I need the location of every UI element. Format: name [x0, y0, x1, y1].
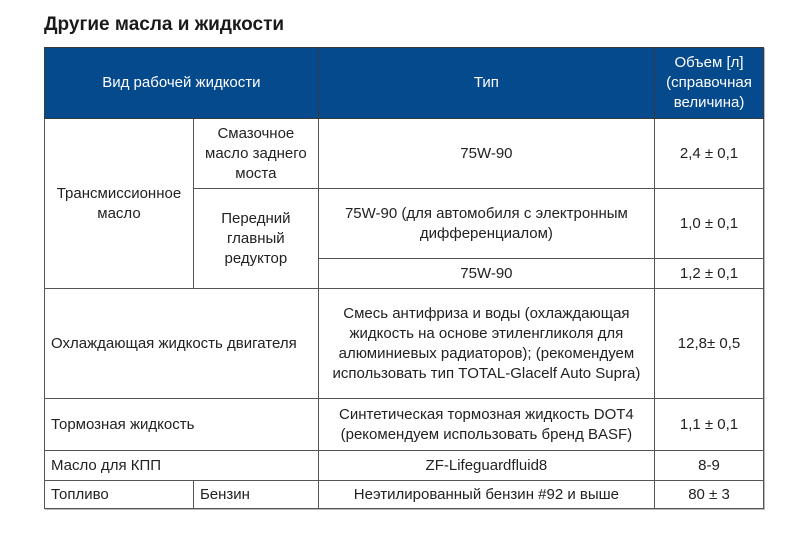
fuel-volume: 80 ± 3	[655, 481, 764, 509]
brake-volume: 1,1 ± 0,1	[655, 399, 764, 451]
header-volume: Объем [л] (справочная величина)	[655, 48, 764, 119]
table-row	[45, 451, 764, 481]
page-title: Другие масла и жидкости	[44, 14, 285, 35]
table-header-row	[45, 48, 764, 119]
coolant-type: Смесь антифриза и воды (охлаждающая жидкость на основе этиленгликоля для алюминиевых радиаторов); (рекомендуем использовать тип TOTAL-Glacelf Auto Supra)	[318, 289, 654, 399]
gearbox-label: Масло для КПП	[45, 451, 319, 481]
fuel-type: Неэтилированный бензин #92 и выше	[318, 481, 654, 509]
fluids-table	[44, 47, 764, 509]
transmission-label: Трансмиссионное масло	[45, 119, 194, 289]
table-row	[45, 119, 764, 189]
gearbox-volume: 8-9	[655, 451, 764, 481]
coolant-label: Охлаждающая жидкость двигателя	[45, 289, 319, 399]
fuel-sub-label: Бензин	[193, 481, 318, 509]
front-reducer-label: Передний главный редуктор	[193, 189, 318, 289]
gearbox-type: ZF-Lifeguardfluid8	[318, 451, 654, 481]
brake-type: Синтетическая тормозная жидкость DOT4 (рекомендуем использовать бренд BASF)	[318, 399, 654, 451]
rear-axle-label: Смазочное масло заднего моста	[193, 119, 318, 189]
rear-axle-volume: 2,4 ± 0,1	[655, 119, 764, 189]
front-reducer-volume-1: 1,0 ± 0,1	[655, 189, 764, 259]
coolant-volume: 12,8± 0,5	[655, 289, 764, 399]
rear-axle-type: 75W-90	[318, 119, 654, 189]
front-reducer-type-1: 75W-90 (для автомобиля с электронным дифференциалом)	[318, 189, 654, 259]
fuel-label: Топливо	[45, 481, 194, 509]
brake-label: Тормозная жидкость	[45, 399, 319, 451]
table-row	[45, 481, 764, 509]
table-row	[45, 289, 764, 399]
header-type: Тип	[318, 48, 654, 119]
front-reducer-volume-2: 1,2 ± 0,1	[655, 259, 764, 289]
front-reducer-type-2: 75W-90	[318, 259, 654, 289]
table-row	[45, 399, 764, 451]
header-fluid-kind: Вид рабочей жидкости	[45, 48, 319, 119]
